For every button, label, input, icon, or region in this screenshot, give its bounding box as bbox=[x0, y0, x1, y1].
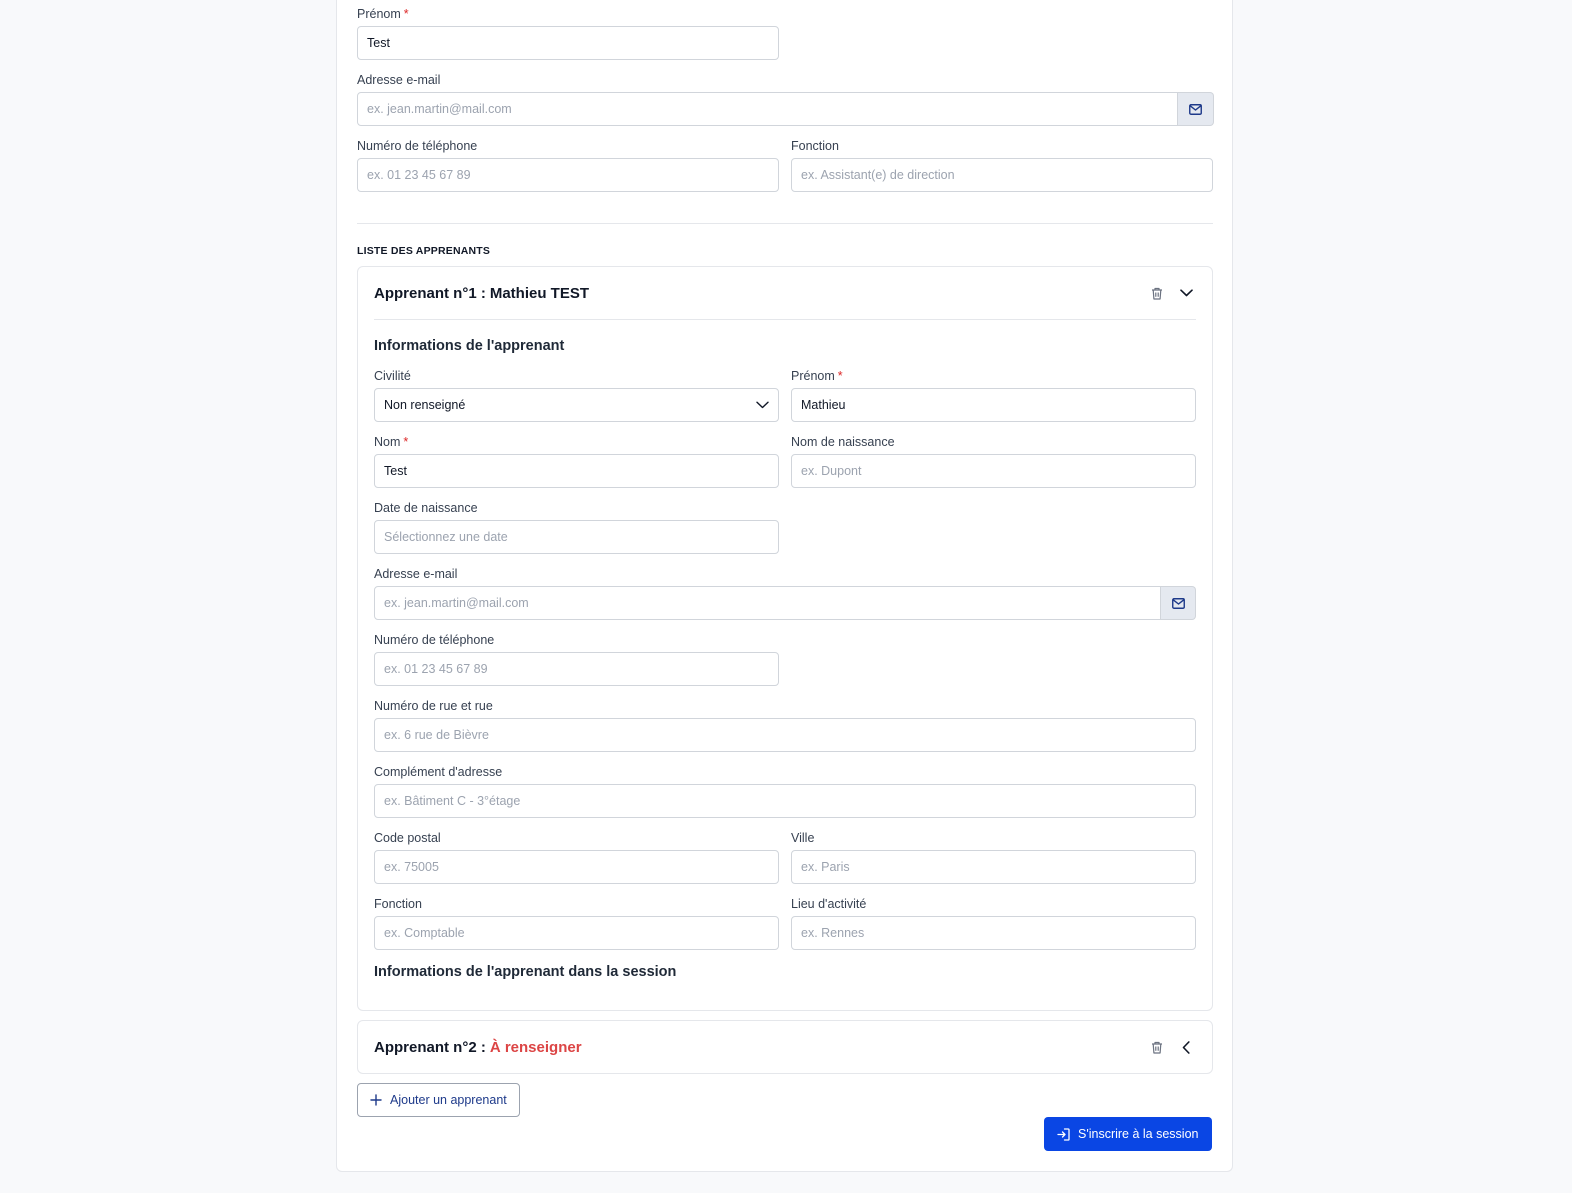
learner-email-addon bbox=[1161, 586, 1196, 620]
nom-naissance-label: Nom de naissance bbox=[791, 435, 895, 449]
add-learner-button[interactable]: Ajouter un apprenant bbox=[357, 1083, 520, 1117]
learner-1-panel bbox=[357, 266, 1213, 1011]
learner-1-info-heading: Informations de l'apprenant bbox=[374, 338, 565, 354]
ville-label: Ville bbox=[791, 831, 815, 845]
learner-2-status: À renseigner bbox=[489, 1039, 582, 1056]
contact-email-addon bbox=[1178, 92, 1214, 126]
learner-2-expand-button[interactable] bbox=[1177, 1038, 1195, 1056]
plus-icon bbox=[370, 1094, 382, 1106]
learner-2-title: Apprenant n°2 : À renseigner bbox=[374, 1039, 582, 1056]
contact-phone-input[interactable]: ex. 01 23 45 67 89 bbox=[357, 158, 779, 192]
mail-icon bbox=[1172, 598, 1185, 609]
civilite-select[interactable] bbox=[374, 388, 779, 422]
sign-in-icon bbox=[1057, 1128, 1070, 1141]
learner-email-input[interactable]: ex. jean.martin@mail.com bbox=[374, 586, 1161, 620]
chevron-down-icon bbox=[756, 401, 769, 409]
nom-input[interactable]: Test bbox=[374, 454, 779, 488]
learner-1-title: Apprenant n°1 : Mathieu TEST bbox=[374, 285, 590, 302]
learner-1-divider bbox=[374, 319, 1196, 320]
trash-icon bbox=[1151, 1041, 1163, 1054]
complement-input[interactable]: ex. Bâtiment C - 3°étage bbox=[374, 784, 1196, 818]
lieu-activite-input[interactable]: ex. Rennes bbox=[791, 916, 1196, 950]
contact-fonction-label: Fonction bbox=[791, 139, 839, 153]
ville-input[interactable]: ex. Paris bbox=[791, 850, 1196, 884]
registration-form-card bbox=[336, 0, 1233, 1172]
code-postal-input[interactable]: ex. 75005 bbox=[374, 850, 779, 884]
nom-naissance-input[interactable]: ex. Dupont bbox=[791, 454, 1196, 488]
prenom-input[interactable]: Mathieu bbox=[791, 388, 1196, 422]
learner-2-panel bbox=[357, 1020, 1213, 1074]
code-postal-label: Code postal bbox=[374, 831, 441, 845]
trash-icon bbox=[1151, 287, 1163, 300]
nom-label: Nom * bbox=[374, 435, 409, 449]
learner-1-session-heading: Informations de l'apprenant dans la session bbox=[374, 964, 677, 980]
learner-fonction-label: Fonction bbox=[374, 897, 422, 911]
learner-2-delete-button[interactable] bbox=[1148, 1038, 1166, 1056]
contact-email-input[interactable]: ex. jean.martin@mail.com bbox=[357, 92, 1178, 126]
chevron-down-icon bbox=[1180, 289, 1193, 297]
complement-label: Complément d'adresse bbox=[374, 765, 503, 779]
date-naissance-input[interactable]: Sélectionnez une date bbox=[374, 520, 779, 554]
learner-email-label: Adresse e-mail bbox=[374, 567, 458, 581]
civilite-label: Civilité bbox=[374, 369, 411, 383]
date-naissance-label: Date de naissance bbox=[374, 501, 478, 515]
rue-input[interactable]: ex. 6 rue de Bièvre bbox=[374, 718, 1196, 752]
learner-1-collapse-button[interactable] bbox=[1177, 284, 1195, 302]
contact-fonction-input[interactable]: ex. Assistant(e) de direction bbox=[791, 158, 1213, 192]
prenom-label: Prénom * bbox=[791, 369, 843, 383]
section-divider bbox=[357, 223, 1213, 224]
contact-prenom-input[interactable]: Test bbox=[357, 26, 779, 60]
mail-icon bbox=[1189, 104, 1202, 115]
contact-prenom-label: Prénom * bbox=[357, 7, 409, 21]
learner-phone-input[interactable]: ex. 01 23 45 67 89 bbox=[374, 652, 779, 686]
lieu-activite-label: Lieu d'activité bbox=[791, 897, 867, 911]
contact-phone-label: Numéro de téléphone bbox=[357, 139, 478, 153]
register-session-button[interactable]: S'inscrire à la session bbox=[1044, 1117, 1212, 1151]
contact-email-label: Adresse e-mail bbox=[357, 73, 441, 87]
chevron-left-icon bbox=[1182, 1041, 1190, 1054]
rue-label: Numéro de rue et rue bbox=[374, 699, 493, 713]
learner-phone-label: Numéro de téléphone bbox=[374, 633, 495, 647]
learner-1-delete-button[interactable] bbox=[1148, 284, 1166, 302]
learner-fonction-input[interactable]: ex. Comptable bbox=[374, 916, 779, 950]
civilite-selected-value: Non renseigné bbox=[384, 398, 466, 412]
learners-section-title: LISTE DES APPRENANTS bbox=[357, 245, 491, 257]
